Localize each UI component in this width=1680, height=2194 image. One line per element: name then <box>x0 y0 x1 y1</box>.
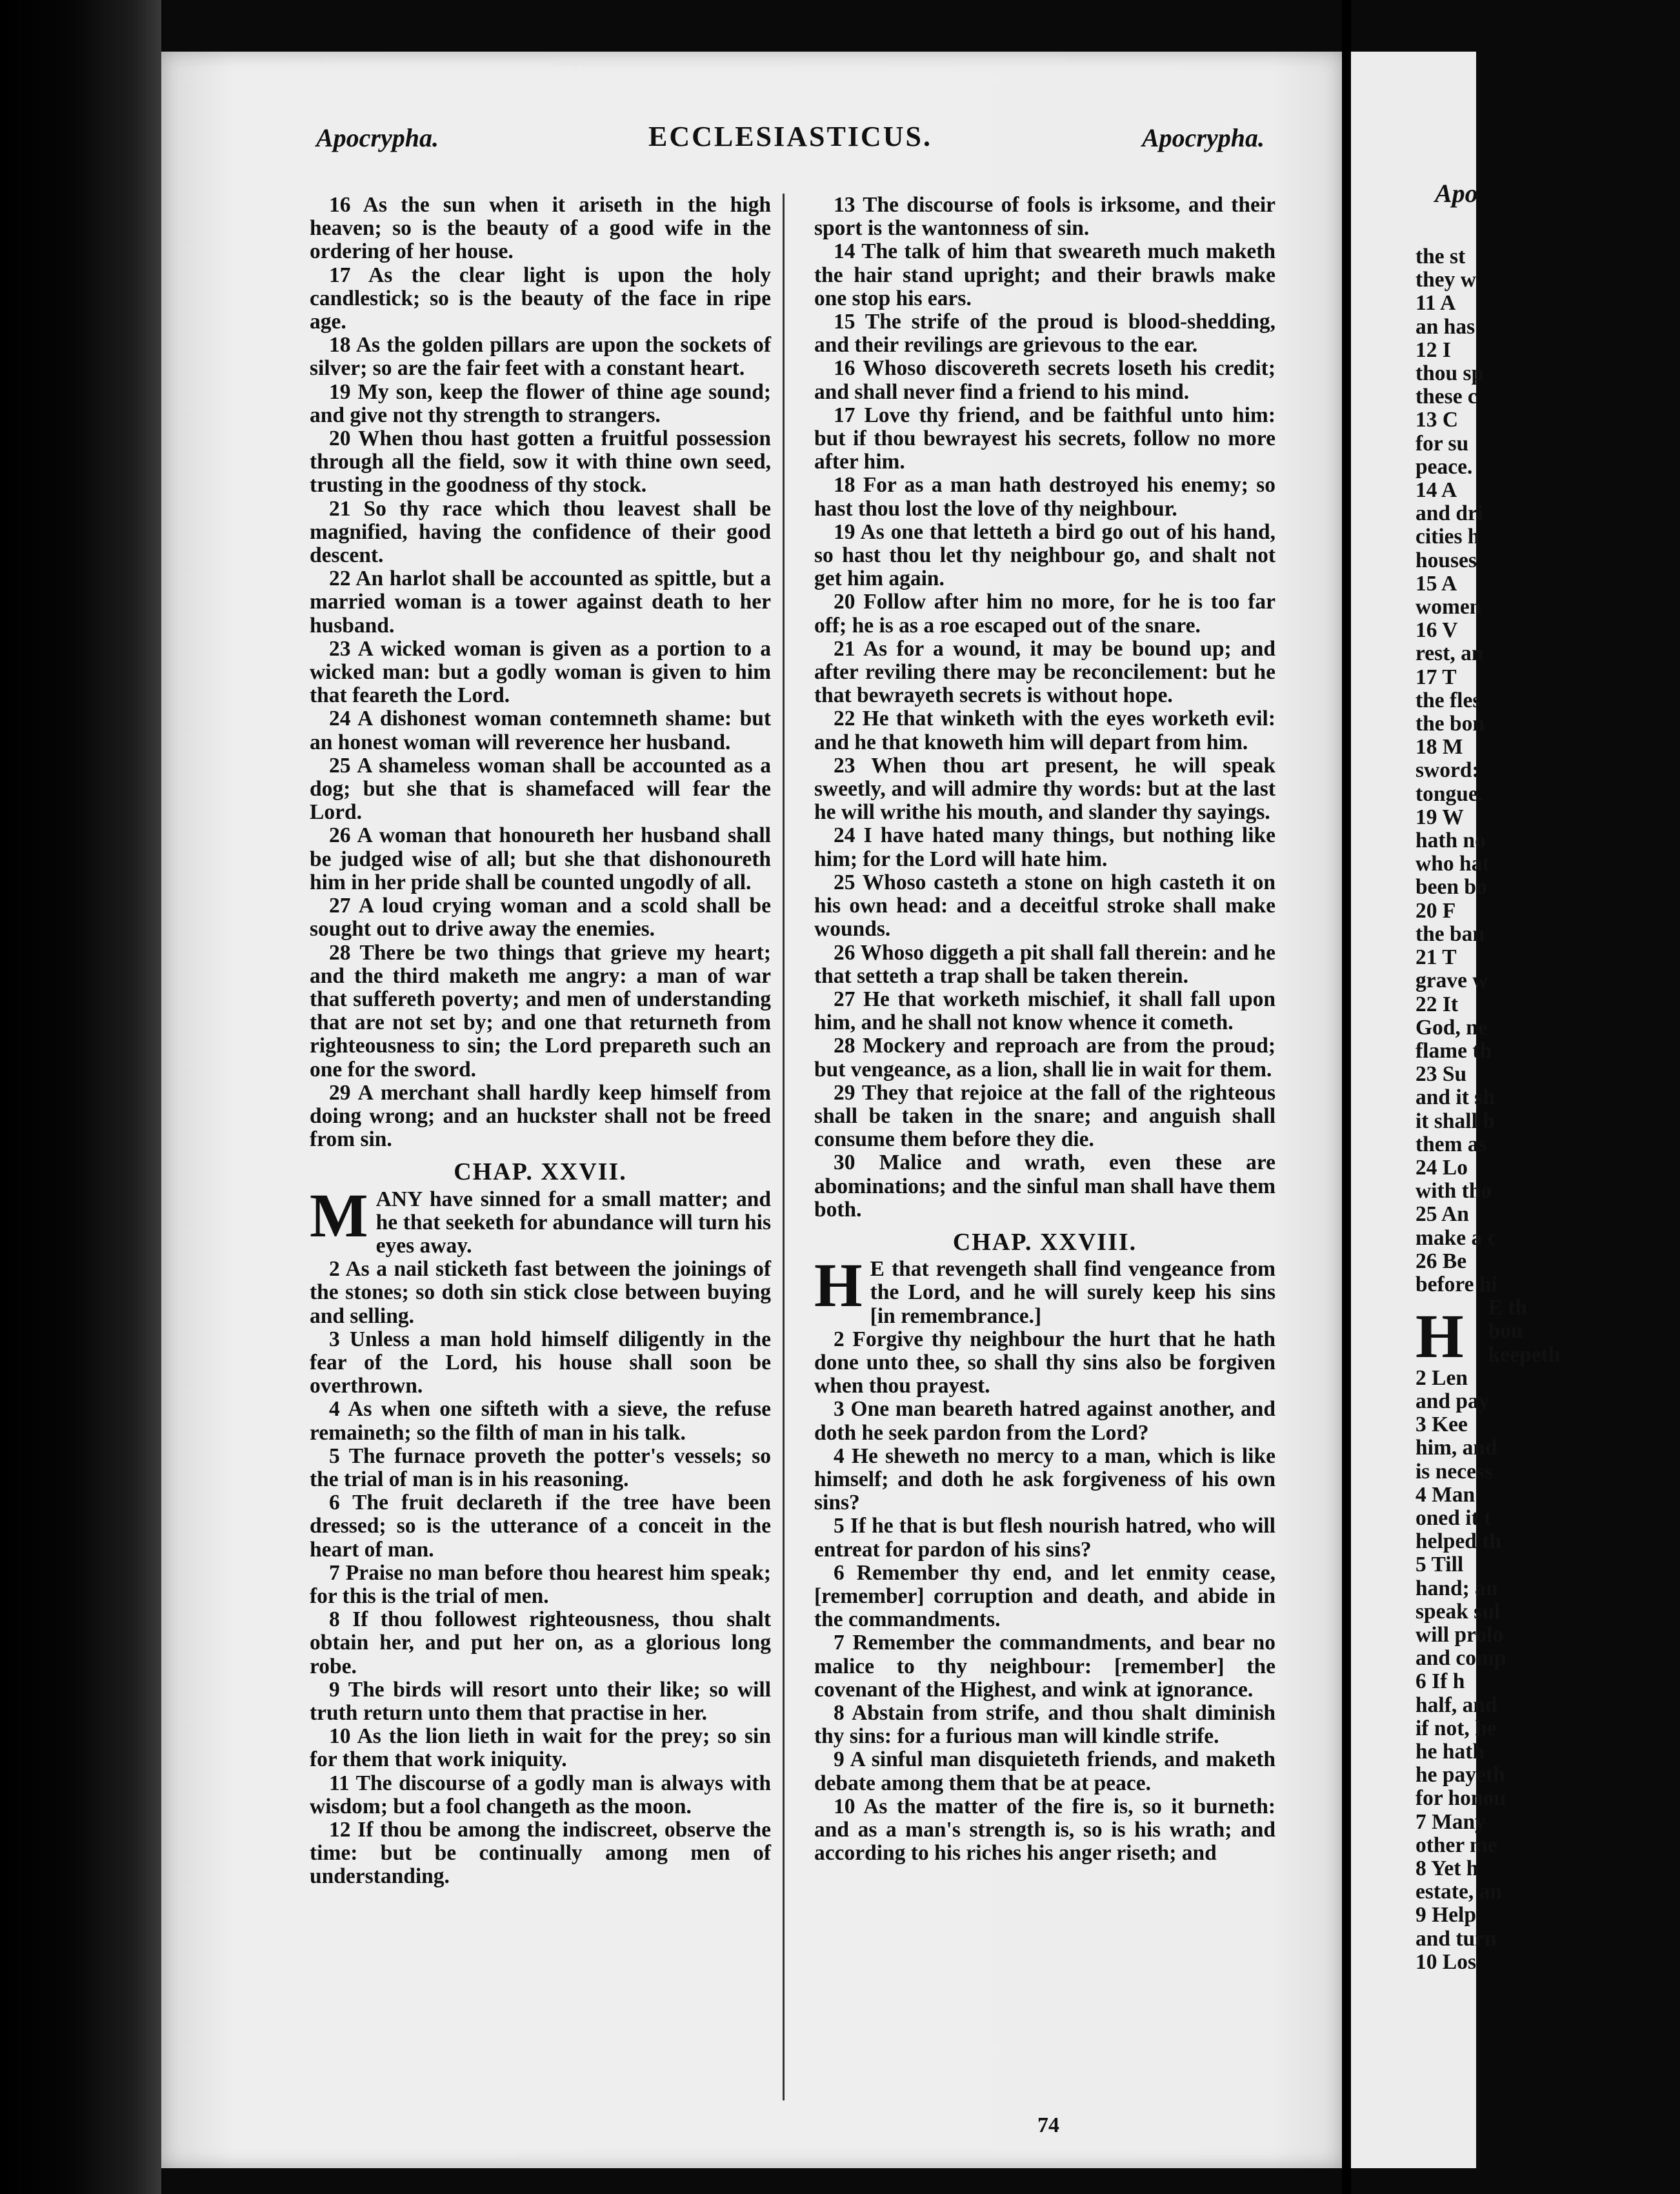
facing-page-line: it shall b <box>1415 1109 1495 1133</box>
facing-page-line: 25 An <box>1415 1202 1469 1227</box>
facing-page-edge <box>1351 52 1561 2168</box>
verse: 7 Remember the commandments, and bear no malice to thy neighbour: [remember] the covenant of the Highest, and wink at ignorance. <box>814 1631 1275 1702</box>
verse: 26 Whoso diggeth a pit shall fall therein: and he that setteth a trap shall be taken therein. <box>814 940 1275 988</box>
facing-page-line: 10 Los <box>1415 1949 1477 1974</box>
facing-page-line: sword: <box>1415 758 1479 783</box>
text-column-left <box>310 194 771 1889</box>
facing-page-line: 21 T <box>1415 945 1457 970</box>
chapter-heading-28: CHAP. XXVIII. <box>952 1228 1137 1256</box>
facing-page-line: thou sp <box>1415 361 1484 386</box>
facing-page-line: 7 Many <box>1415 1809 1486 1834</box>
facing-page-line: been bo <box>1415 875 1487 900</box>
verse: 16 Whoso discovereth secrets loseth his credit; and shall never find a friend to his mind. <box>814 356 1275 404</box>
verse: 9 A sinful man disquieteth friends, and maketh debate among them that be at peace. <box>814 1747 1275 1795</box>
facing-page-line: make a c <box>1415 1225 1497 1250</box>
facing-page-line: 14 A <box>1415 478 1457 503</box>
verse: 4 He sheweth no mercy to a man, which is like himself; and doth he ask forgiveness of his own sins? <box>814 1444 1275 1515</box>
facing-page-line: they w <box>1415 268 1476 292</box>
chapter-28-verse-1: H E that revengeth shall find vengeance from the Lord, and he will surely keep his sins [in remembrance.] <box>814 1251 1275 1328</box>
facing-page-line: them as <box>1415 1132 1487 1156</box>
verse: 29 They that rejoice at the fall of the righteous shall be taken in the snare; and anguish shall consume them before they die. <box>814 1080 1275 1152</box>
facing-page-line: 15 A <box>1415 571 1457 596</box>
verse: 4 As when one sifteth with a sieve, the refuse remaineth; so the filth of man in his talk. <box>310 1397 771 1445</box>
verse: 18 As the golden pillars are upon the sockets of silver; so are the fair feet with a constant heart. <box>310 333 771 381</box>
verse: 10 As the matter of the fire is, so it burneth: and as a man's strength is, so is his wrath; and according to his riches his anger riseth; and <box>814 1794 1275 1866</box>
facing-page-line: and it sh <box>1415 1085 1495 1110</box>
verse: 24 I have hated many things, but nothing like him; for the Lord will hate him. <box>814 823 1275 871</box>
facing-page-line: he payeth <box>1415 1763 1505 1787</box>
verse: 6 The fruit declareth if the tree have been dressed; so is the utterance of a conceit in the heart of man. <box>310 1491 771 1562</box>
facing-page-line: 3 Kee <box>1415 1413 1468 1437</box>
facing-page-line: half, and <box>1415 1693 1497 1717</box>
facing-page-line: an has <box>1415 314 1475 339</box>
facing-page-line: for honou <box>1415 1786 1506 1811</box>
verse: 23 When thou art present, he will speak sweetly, and will admire thy words: but at the last he will writhe his mouth, and slander thy sayings. <box>814 753 1275 825</box>
verse: 6 Remember thy end, and let enmity cease, [remember] corruption and death, and abide in the commandments. <box>814 1560 1275 1632</box>
verse: 27 A loud crying woman and a scold shall be sought out to drive away the enemies. <box>310 894 771 941</box>
facing-page-header: Apo <box>1435 179 1478 208</box>
page-gutter <box>1342 0 1351 2194</box>
header-left: Apocrypha. <box>316 123 439 152</box>
verse: 25 Whoso casteth a stone on high casteth it on his own head: and a deceitful stroke shall make wounds. <box>814 870 1275 941</box>
facing-page-line: 12 I <box>1415 337 1451 362</box>
verse: 22 He that winketh with the eyes worketh evil: and he that knoweth him will depart from him. <box>814 707 1275 754</box>
facing-page-line: oned it t <box>1415 1505 1492 1530</box>
verse: 19 My son, keep the flower of thine age sound; and give not thy strength to strangers. <box>310 379 771 427</box>
facing-page-line: God, ne <box>1415 1015 1488 1040</box>
drop-cap-h: H <box>814 1251 863 1320</box>
facing-page-drop-cap: H <box>1415 1302 1464 1371</box>
verse: 28 There be two things that grieve my heart; and the third maketh me angry: a man of war that suffereth poverty; and men of understanding that are not set by; and one that returneth from righteousness to sin; the Lord prepareth such an one for the sword. <box>310 940 771 1082</box>
running-header <box>316 116 1265 161</box>
facing-page-line: 18 M <box>1415 735 1463 760</box>
verse: 20 Follow after him no more, for he is too far off; he is as a roe escaped out of the snare. <box>814 590 1275 638</box>
facing-page-line: if not, he <box>1415 1716 1497 1740</box>
verse: 10 As the lion lieth in wait for the prey; so sin for them that work iniquity. <box>310 1724 771 1772</box>
column-divider <box>783 194 785 2100</box>
verse: 2 Forgive thy neighbour the hurt that he hath done unto thee, so shall thy sins also be forgiven when thou prayest. <box>814 1327 1275 1398</box>
facing-page-line: who hat <box>1415 852 1490 876</box>
verse: 21 So thy race which thou leavest shall be magnified, having the confidence of their good descent. <box>310 496 771 568</box>
facing-page-line: and turn <box>1415 1926 1497 1951</box>
verse: 15 The strife of the proud is blood-shedding, and their revilings are grievous to the ear. <box>814 310 1275 357</box>
header-right: Apocrypha. <box>1142 123 1265 152</box>
verse: 3 One man beareth hatred against another, and doth he seek pardon from the Lord? <box>814 1397 1275 1445</box>
page-number: 74 <box>1037 2113 1059 2137</box>
verse: 17 Love thy friend, and be faithful unto him: but if thou bewrayest his secrets, follow no more after him. <box>814 403 1275 474</box>
verse: 12 If thou be among the indiscreet, observe the time: but be continually among men of understanding. <box>310 1818 771 1889</box>
facing-page-line: and pay <box>1415 1389 1490 1413</box>
facing-page-line: hand; an <box>1415 1576 1498 1600</box>
facing-page-line: keepeth <box>1488 1342 1561 1367</box>
facing-page-line: 19 W <box>1415 805 1464 829</box>
facing-page-line: he hath <box>1415 1740 1485 1764</box>
facing-page-line: 4 Man <box>1415 1482 1475 1507</box>
facing-page-line: speak sul <box>1415 1599 1501 1624</box>
verse: 17 As the clear light is upon the holy candlestick; so is the beauty of the face in ripe age. <box>310 263 771 334</box>
facing-page-line: 17 T <box>1415 665 1457 689</box>
verse: 18 For as a man hath destroyed his enemy; so hast thou lost the love of thy neighbour. <box>814 473 1275 521</box>
facing-page-line: helped th <box>1415 1529 1502 1554</box>
chapter-27-verse-1: MANY have sinned for a small matter; and he that seeketh for abundance will turn his eyes away. <box>310 1180 771 1258</box>
drop-cap-m: M <box>310 1180 368 1250</box>
facing-page-line: estate, an <box>1415 1880 1502 1904</box>
facing-page-text <box>1396 245 1680 1974</box>
facing-page-line: for su <box>1415 431 1469 456</box>
verse: 20 When thou hast gotten a fruitful possession through all the field, sow it with thine own seed, trusting in the goodness of thy stock. <box>310 427 771 498</box>
verse: 24 A dishonest woman contemneth shame: but an honest woman will reverence her husband. <box>310 707 771 754</box>
facing-page-line: these c <box>1415 385 1477 409</box>
facing-page-line: and comp <box>1415 1646 1506 1671</box>
facing-page-line: 13 C <box>1415 408 1459 432</box>
facing-page-line: 16 V <box>1415 618 1458 643</box>
book-spine-shadow <box>0 0 161 2194</box>
verse: 22 An harlot shall be accounted as spittle, but a married woman is a tower against death to her husband. <box>310 567 771 638</box>
facing-page-line: 22 It <box>1415 992 1459 1016</box>
facing-page-line: peace. <box>1415 454 1473 479</box>
verse: 11 The discourse of a godly man is always with wisdom; but a fool changeth as the moon. <box>310 1771 771 1818</box>
facing-page-line: women <box>1415 595 1482 619</box>
verse: 28 Mockery and reproach are from the proud; but vengeance, as a lion, shall lie in wait for them. <box>814 1034 1275 1082</box>
verse: 13 The discourse of fools is irksome, and their sport is the wantonness of sin. <box>814 193 1275 241</box>
verse: 3 Unless a man hold himself diligently in the fear of the Lord, his house shall soon be overthrown. <box>310 1327 771 1398</box>
facing-page-line: 20 F <box>1415 898 1456 923</box>
facing-page-line: other me <box>1415 1833 1497 1857</box>
facing-page-line: the ban <box>1415 921 1485 946</box>
verse: 7 Praise no man before thou hearest him speak; for this is the trial of men. <box>310 1560 771 1608</box>
facing-page-line: before hi <box>1415 1272 1497 1296</box>
verse: 8 Abstain from strife, and thou shalt diminish thy sins: for a furious man will kindle strife. <box>814 1701 1275 1749</box>
facing-page-line: grave w <box>1415 969 1488 993</box>
facing-page-line: 26 Be <box>1415 1249 1467 1273</box>
verse: 26 A woman that honoureth her husband shall be judged wise of all; but she that dishonoureth him in her pride shall be counted ungodly of all. <box>310 823 771 894</box>
facing-page-line: is necess <box>1415 1459 1494 1484</box>
verse: 16 As the sun when it ariseth in the high heaven; so is the beauty of a good wife in the ordering of her house. <box>310 193 771 264</box>
verse: 30 Malice and wrath, even these are abominations; and the sinful man shall have them both. <box>814 1151 1275 1222</box>
verse: 5 If he that is but flesh nourish hatred, who will entreat for pardon of his sins? <box>814 1514 1275 1562</box>
verse: 29 A merchant shall hardly keep himself from doing wrong; and an huckster shall not be freed from sin. <box>310 1080 771 1152</box>
verse: 21 As for a wound, it may be bound up; and after reviling there may be reconcilement: but he that bewrayeth secrets is without hope. <box>814 636 1275 708</box>
facing-page-line: the bon <box>1415 712 1485 736</box>
facing-page-line: E th <box>1488 1296 1528 1320</box>
verse: 8 If thou followest righteousness, thou shalt obtain her, and put her on, as a glorious long robe. <box>310 1607 771 1678</box>
facing-page-line: the fles <box>1415 688 1481 712</box>
facing-page-line: 9 Help <box>1415 1903 1476 1927</box>
facing-page-line: houses <box>1415 548 1477 572</box>
facing-page-line: the st <box>1415 245 1466 268</box>
facing-page-line: 8 Yet h <box>1415 1857 1479 1881</box>
facing-page-line: will prolo <box>1415 1622 1504 1647</box>
facing-page-line: bou <box>1488 1319 1523 1344</box>
facing-page-line: him, and <box>1415 1436 1497 1460</box>
facing-page-line: flame th <box>1415 1038 1492 1063</box>
verse: 14 The talk of him that sweareth much maketh the hair stand upright; and their brawls make one stop his ears. <box>814 239 1275 310</box>
book-title: ECCLESIASTICUS. <box>648 121 932 152</box>
verse: 5 The furnace proveth the potter's vessels; so the trial of man is in his reasoning. <box>310 1444 771 1491</box>
chapter-heading-27: CHAP. XXVII. <box>454 1158 627 1186</box>
verse: 9 The birds will resort unto their like; so will truth return unto them that practise in her. <box>310 1677 771 1725</box>
facing-page-line: 2 Len <box>1415 1365 1468 1390</box>
facing-page-line: 6 If h <box>1415 1669 1465 1694</box>
facing-page-line: tongue. <box>1415 781 1484 806</box>
facing-page-line: 23 Su <box>1415 1062 1467 1087</box>
facing-page-line: and dri <box>1415 501 1484 526</box>
verse: 25 A shameless woman shall be accounted as a dog; but she that is shamefaced will fear the Lord. <box>310 753 771 825</box>
facing-page-line: with tho <box>1415 1179 1492 1203</box>
facing-page-line: rest, an <box>1415 641 1484 666</box>
facing-page-line: cities h <box>1415 525 1480 549</box>
text-column-right <box>814 194 1275 1865</box>
verse: 27 He that worketh mischief, it shall fall upon him, and he shall not know whence it cometh. <box>814 987 1275 1035</box>
facing-page-line: 5 Till <box>1415 1553 1464 1577</box>
facing-page-line: 11 A <box>1415 291 1456 316</box>
verse: 19 As one that letteth a bird go out of his hand, so hast thou let thy neighbour go, and shalt not get him again. <box>814 519 1275 591</box>
verse: 2 As a nail sticketh fast between the joinings of the stones; so doth sin stick close between buying and selling. <box>310 1257 771 1328</box>
facing-page-line: 24 Lo <box>1415 1155 1468 1180</box>
facing-page-line: hath no <box>1415 829 1486 853</box>
verse: 23 A wicked woman is given as a portion to a wicked man: but a godly woman is given to him that feareth the Lord. <box>310 636 771 708</box>
